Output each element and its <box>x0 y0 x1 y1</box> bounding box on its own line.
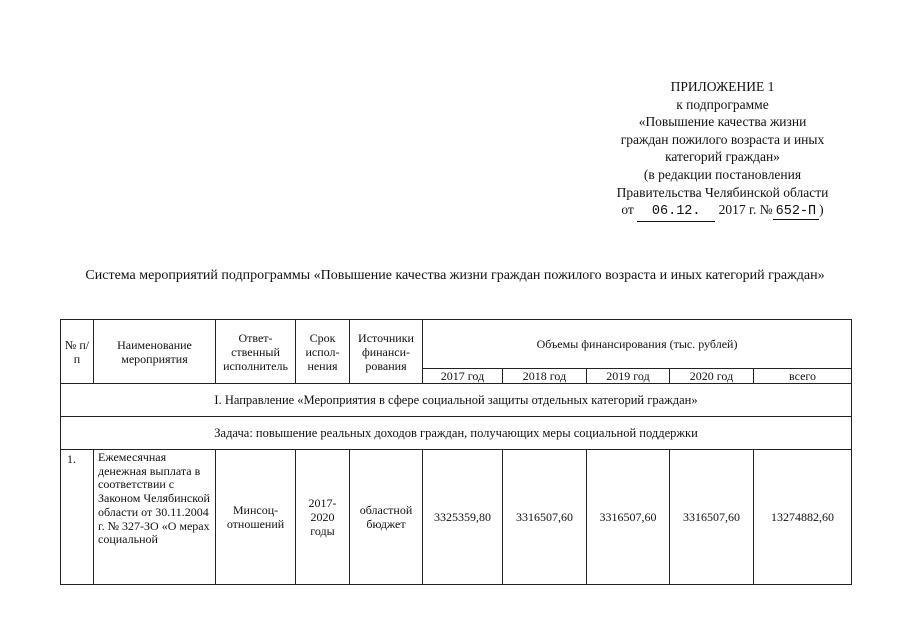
row-source: областной бюджет <box>350 450 423 585</box>
row-value-total: 13274882,60 <box>754 450 852 585</box>
appendix-header <box>590 78 855 222</box>
date-prefix: от <box>621 202 634 218</box>
date-suffix: ) <box>819 202 824 218</box>
header-funding: Объемы финансирования (тыс. рублей) <box>423 320 852 369</box>
row-value-2017: 3325359,80 <box>423 450 503 585</box>
appendix-line-4: категорий граждан» <box>665 149 780 165</box>
header-year-2019: 2019 год <box>587 369 670 384</box>
document-number: 652-П <box>773 204 820 220</box>
header-year-2018: 2018 год <box>503 369 587 384</box>
row-executor: Минсоц-отношений <box>216 450 296 585</box>
appendix-date-line <box>590 201 855 222</box>
appendix-line-6: Правительства Челябинской области <box>616 184 829 200</box>
header-year-2017: 2017 год <box>423 369 503 384</box>
row-value-2019: 3316507,60 <box>587 450 670 585</box>
row-value-2018: 3316507,60 <box>503 450 587 585</box>
row-name: Ежемесячная денежная выплата в соответствии с Законом Челябинской области от 30.11.2004 г. № 327-ЗО «О мерах социальной <box>94 450 216 585</box>
appendix-line-1: к подпрограмме <box>676 96 769 112</box>
appendix-line-3: граждан пожилого возраста и иных <box>620 131 825 147</box>
header-name: Наименование мероприятия <box>94 320 216 384</box>
date-value: 06.12. <box>637 203 715 222</box>
header-total: всего <box>754 369 852 384</box>
header-num: № п/п <box>61 320 94 384</box>
task-heading: Задача: повышение реальных доходов граждан, получающих меры социальной поддержки <box>61 417 852 450</box>
section-heading: I. Направление «Мероприятия в сфере социальной защиты отдельных категорий граждан» <box>61 384 852 417</box>
appendix-title: ПРИЛОЖЕНИЕ 1 <box>670 79 775 94</box>
header-sources: Источники финанси-рования <box>350 320 423 384</box>
row-term: 2017-2020 годы <box>296 450 350 585</box>
appendix-line-5: (в редакции постановления <box>643 166 802 182</box>
header-executor: Ответ-ственный исполнитель <box>216 320 296 384</box>
header-term: Срок испол-нения <box>296 320 350 384</box>
table-row <box>61 450 852 585</box>
row-num: 1. <box>61 450 94 585</box>
measures-table <box>60 319 852 585</box>
date-middle: 2017 г. № <box>718 202 773 218</box>
row-value-2020: 3316507,60 <box>670 450 754 585</box>
document-title: Система мероприятий подпрограммы «Повышение качества жизни граждан пожилого возраста и иных категорий граждан» <box>85 268 825 283</box>
header-year-2020: 2020 год <box>670 369 754 384</box>
appendix-line-2: «Повышение качества жизни <box>638 114 807 130</box>
